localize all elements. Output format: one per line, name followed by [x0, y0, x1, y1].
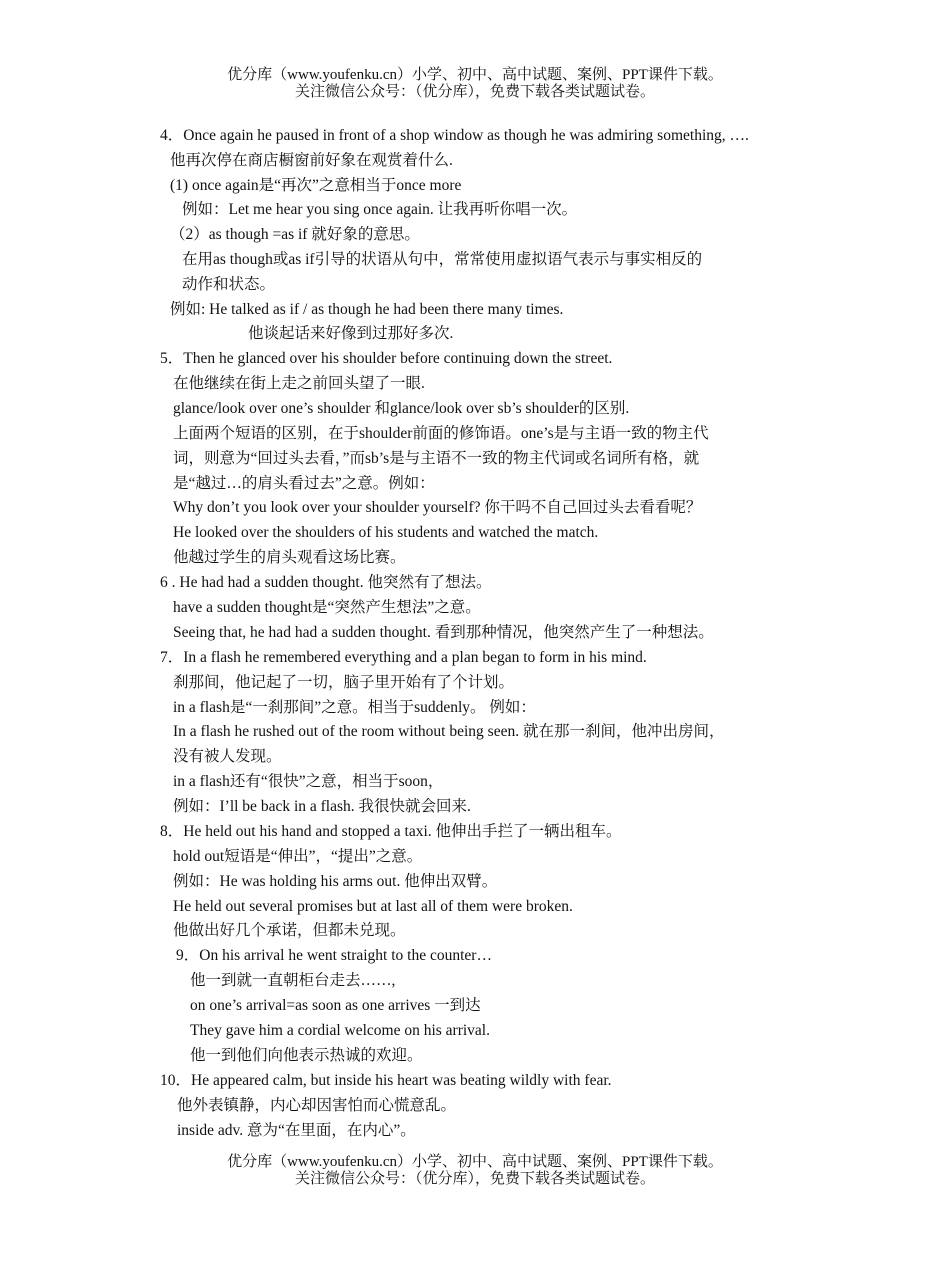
text-line: 9．On his arrival he went straight to the counter… — [176, 947, 492, 964]
text-line: 他外表镇静，内心却因害怕而心慌意乱。 — [177, 1097, 457, 1114]
text-line: 6 . He had had a sudden thought. 他突然有了想法。 — [160, 574, 492, 591]
text-line: hold out短语是“伸出”，“提出”之意。 — [173, 848, 423, 865]
text-line: 例如: He talked as if / as though he had been there many times. — [170, 301, 564, 318]
text-line: 他越过学生的肩头观看这场比赛。 — [173, 549, 406, 566]
text-line: （2）as though =as if 就好象的意思。 — [170, 226, 420, 243]
text-line: 例如：Let me hear you sing once again. 让我再听你唱一次。 — [182, 201, 578, 218]
text-line: He looked over the shoulders of his students and watched the match. — [173, 524, 599, 541]
text-line: 在他继续在街上走之前回头望了一眼. — [173, 375, 425, 392]
text-line: glance/look over one’s shoulder 和glance/look over sb’s shoulder的区别. — [173, 400, 630, 417]
text-line: (1) once again是“再次”之意相当于once more — [170, 177, 462, 194]
text-line: 是“越过…的肩头看过去”之意。例如： — [173, 475, 435, 492]
text-line: They gave him a cordial welcome on his arrival. — [190, 1022, 490, 1039]
text-line: 刹那间，他记起了一切，脑子里开始有了个计划。 — [173, 674, 515, 691]
text-line: 例如：I’ll be back in a flash. 我很快就会回来. — [173, 798, 471, 815]
text-line: 10．He appeared calm, but inside his heart was beating wildly with fear. — [160, 1072, 612, 1089]
text-line: 他再次停在商店橱窗前好象在观赏着什么. — [170, 152, 453, 169]
text-line: in a flash是“一刹那间”之意。相当于suddenly。 例如： — [173, 699, 536, 716]
text-line: 5．Then he glanced over his shoulder before continuing down the street. — [160, 350, 613, 367]
text-line: 他做出好几个承诺，但都未兑现。 — [173, 922, 406, 939]
footer-line-2: 关注微信公众号：（优分库），免费下载各类试题试卷。 — [294, 1171, 655, 1187]
text-line: 上面两个短语的区别，在于shoulder前面的修饰语。one’s是与主语一致的物主代 — [173, 425, 709, 442]
text-line: 他一到他们向他表示热诚的欢迎。 — [190, 1047, 423, 1064]
text-line: 在用as though或as if引导的状语从句中，常常使用虚拟语气表示与事实相反的 — [182, 251, 703, 268]
text-line: 7．In a flash he remembered everything and a plan began to form in his mind. — [160, 649, 647, 666]
text-line: have a sudden thought是“突然产生想法”之意。 — [173, 599, 481, 616]
footer-line-1: 优分库（www.youfenku.cn）小学、初中、高中试题、案例、PPT课件下载。 — [227, 1154, 723, 1170]
text-line: 动作和状态。 — [182, 276, 276, 293]
page-footer — [0, 1154, 950, 1188]
text-line: 词，则意为“回过头去看，”而sb’s是与主语不一致的物主代词或名词所有格，就 — [173, 450, 700, 467]
text-line: on one’s arrival=as soon as one arrives 一到达 — [190, 997, 481, 1014]
header-line-2: 关注微信公众号：（优分库），免费下载各类试题试卷。 — [294, 84, 655, 100]
text-line: in a flash还有“很快”之意，相当于soon， — [173, 773, 444, 790]
text-line: 没有被人发现。 — [173, 748, 282, 765]
text-line: Seeing that, he had had a sudden thought. 看到那种情况，他突然产生了一种想法。 — [173, 624, 714, 641]
page-header — [0, 67, 950, 101]
text-line: Why don’t you look over your shoulder yourself? 你干吗不自己回过头去看看呢？ — [173, 499, 702, 516]
header-line-1: 优分库（www.youfenku.cn）小学、初中、高中试题、案例、PPT课件下载。 — [227, 67, 723, 83]
text-line: 他谈起话来好像到过那好多次. — [248, 325, 454, 342]
text-line: He held out several promises but at last all of them were broken. — [173, 898, 573, 915]
text-line: 4．Once again he paused in front of a shop window as though he was admiring something, …. — [160, 127, 749, 144]
text-line: 他一到就一直朝柜台走去……, — [190, 972, 396, 989]
text-line: 例如：He was holding his arms out. 他伸出双臂。 — [173, 873, 498, 890]
text-line: In a flash he rushed out of the room without being seen. 就在那一刹间，他冲出房间， — [173, 723, 725, 740]
text-line: inside adv. 意为“在里面，在内心”。 — [177, 1122, 416, 1139]
text-line: 8．He held out his hand and stopped a taxi. 他伸出手拦了一辆出租车。 — [160, 823, 622, 840]
